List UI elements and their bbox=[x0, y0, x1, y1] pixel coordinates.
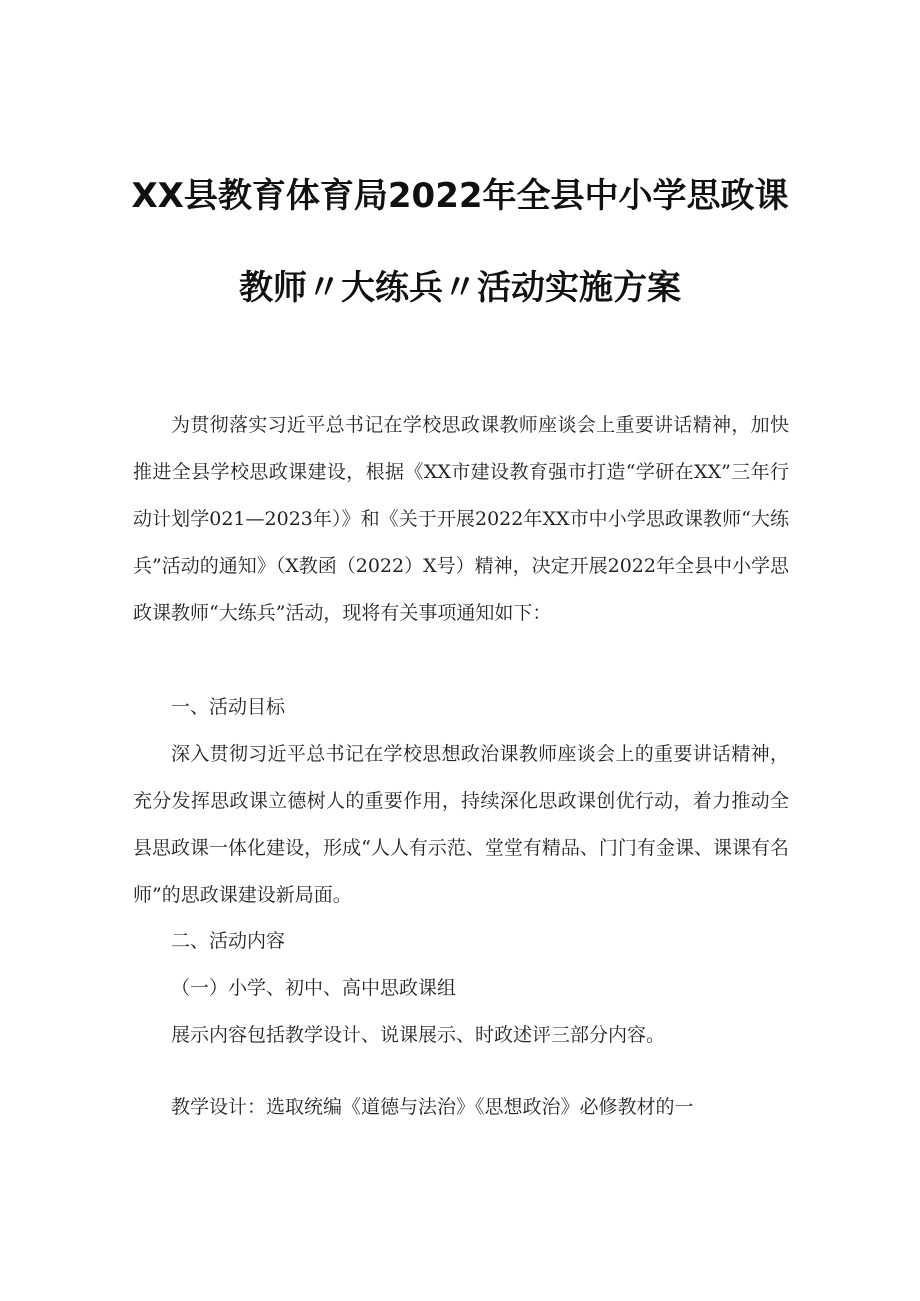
goals-paragraph-text: 深入贯彻习近平总书记在学校思想政治课教师座谈会上的重要讲话精神，充分发挥思政课立德树人的重要作用，持续深化思政课创优行动，着力推动全县思政课一体化建设，形成“人人有示范、堂堂有精品、门门有金课、课课有名师”的思政课建设新局面。 bbox=[133, 743, 789, 906]
content-paragraph bbox=[133, 1012, 789, 1059]
intro-paragraph bbox=[133, 402, 789, 637]
section-heading-content-text: 二、活动内容 bbox=[171, 930, 286, 952]
document-title-line-1: XX县教育体育局2022年全县中小学思政课 bbox=[131, 176, 789, 216]
subsection-heading-groups bbox=[133, 965, 789, 1012]
teaching-design-paragraph-text: 教学设计：选取统编《道德与法治》《思想政治》必修教材的一 bbox=[171, 1096, 694, 1118]
teaching-design-paragraph bbox=[133, 1084, 789, 1131]
intro-paragraph-text: 为贯彻落实习近平总书记在学校思政课教师座谈会上重要讲话精神，加快推进全县学校思政课建设，根据《XX市建设教育强市打造“学研在XX”三年行动计划学021—2023年）》和《关于开展2022年XX市中小学思政课教师“大练兵”活动的通知》（X教函（2022）X号）精神，决定开展2022年全县中小学思政课教师“大练兵”活动，现将有关事项通知如下： bbox=[133, 414, 789, 624]
section-heading-content bbox=[133, 918, 789, 965]
document-title-line-2: 教师〃大练兵〃活动实施方案 bbox=[239, 268, 681, 308]
content-paragraph-text: 展示内容包括教学设计、说课展示、时政述评三部分内容。 bbox=[171, 1024, 666, 1046]
goals-paragraph bbox=[133, 731, 789, 919]
section-heading-goals-text: 一、活动目标 bbox=[171, 696, 286, 718]
subsection-heading-groups-text: （一）小学、初中、高中思政课组 bbox=[171, 977, 457, 999]
section-heading-goals bbox=[133, 684, 789, 731]
